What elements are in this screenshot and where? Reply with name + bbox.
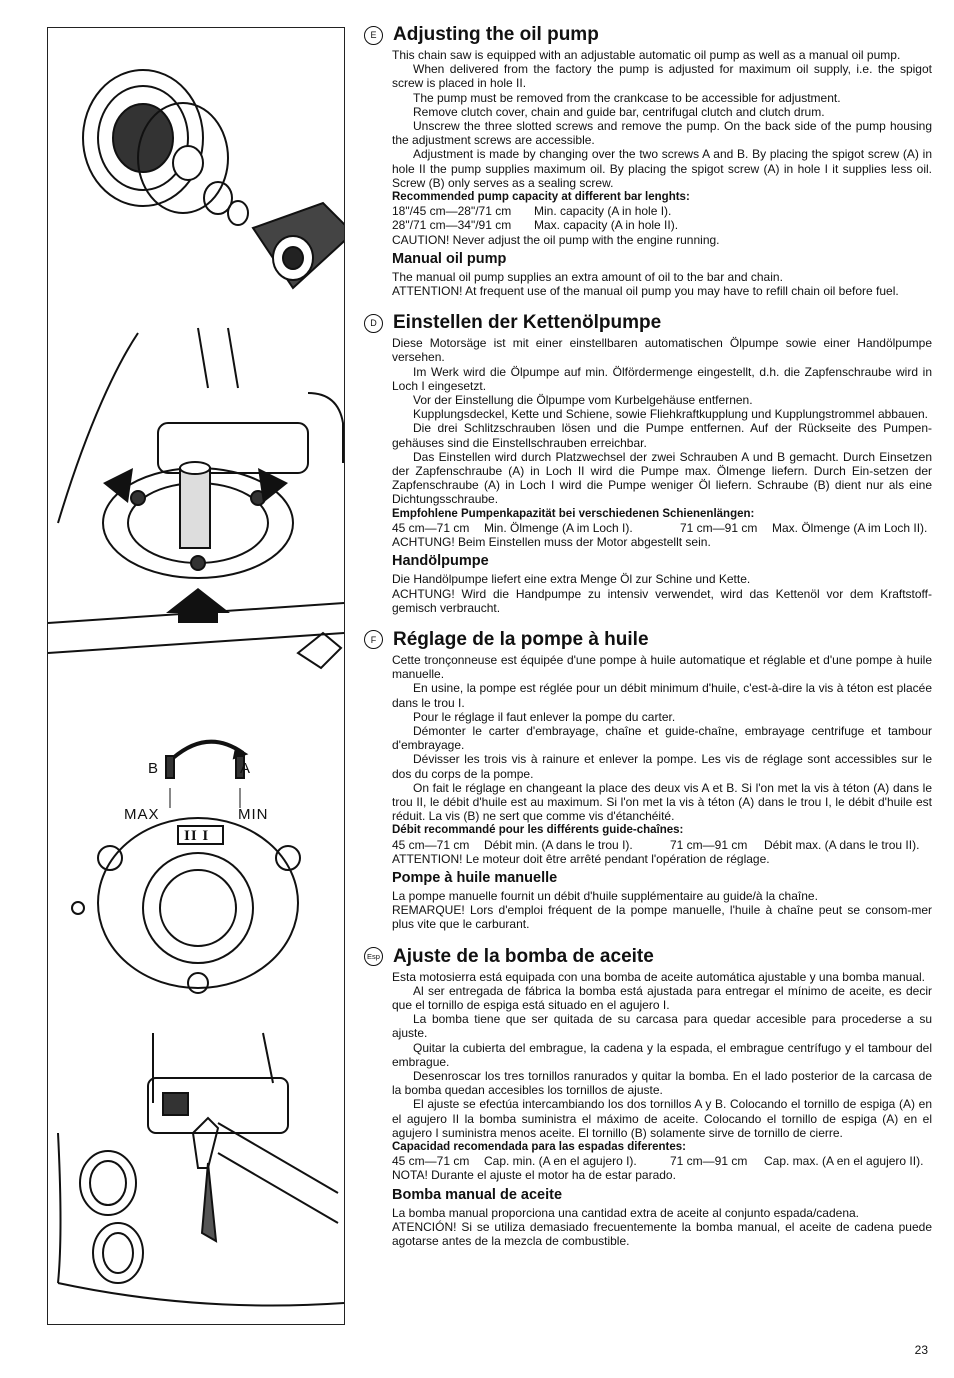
capacity-value: Min. capacity (A in hole I). <box>534 204 672 219</box>
language-badge-d: D <box>364 314 383 333</box>
paragraph: Cette tronçonneuse est équipée d'une pompe à huile automatique et réglable et d'une pompe à huile manuelle. <box>392 652 932 682</box>
caution-text: NOTA! Durante el ajuste el motor ha de estar parado. <box>392 1168 676 1183</box>
capacity-value: Max. capacity (A in hole II). <box>534 218 679 233</box>
recommendation-row <box>392 1154 932 1168</box>
capacity-value: Cap. max. (A en el agujero II). <box>764 1154 924 1169</box>
section-spanish <box>364 946 932 1249</box>
text-column <box>364 24 932 1248</box>
paragraph: Démonter le carter d'embrayage, chaîne et guide-chaîne, embrayage centrifuge et tambour d'embrayage. <box>392 723 932 753</box>
caution-text: CAUTION! Never adjust the oil pump with the engine running. <box>392 232 720 247</box>
paragraph: La bomba tiene que ser quitada de su carcasa para quedar accesible para procederse a su ajuste. <box>392 1012 932 1041</box>
paragraph: Desenroscar los tres tornillos ranurados y quitar la bomba. En el lado posterior de la carcasa de la bomba quedan accesibles los tornillos de ajuste. <box>392 1068 932 1098</box>
section-german <box>364 312 932 615</box>
paragraph: Kupplungsdeckel, Kette und Schiene, sowie Fliehkraftkupplung und Kupplungstrommel abbauen. <box>413 407 929 422</box>
language-badge-esp: Esp <box>364 947 383 966</box>
paragraph: Vor der Einstellung die Ölpumpe vom Kurbelgehäuse entfernen. <box>413 393 753 408</box>
bar-length-range: 71 cm—91 cm <box>670 1154 748 1169</box>
min-label: MIN <box>238 806 269 823</box>
bar-length-range: 45 cm—71 cm <box>392 1154 470 1169</box>
paragraph: This chain saw is equipped with an adjustable automatic oil pump as well as a manual oil pump. <box>392 48 901 62</box>
section-title: Réglage de la pompe à huile <box>393 628 649 650</box>
recommendation-row <box>392 204 932 218</box>
page-number: 23 <box>914 1343 928 1357</box>
section-title: Einstellen der Kettenölpumpe <box>393 312 662 334</box>
paragraph: Die drei Schlitzschrauben lösen und die Pumpe entfernen. Auf der Rückseite des Pumpen-gehäuses sind die Einstellschrauben erreichbar. <box>392 421 932 450</box>
bar-length-range: 45 cm—71 cm <box>392 520 470 535</box>
bar-length-range: 28"/71 cm—34"/91 cm <box>392 218 512 233</box>
language-badge-e: E <box>364 26 383 45</box>
paragraph: REMARQUE! Lors d'emploi fréquent de la pompe manuelle, l'huile à chaîne peut se consom-mer plus vite que le carburant. <box>392 903 932 932</box>
clutch-exploded-illustration <box>48 48 344 308</box>
pump-adjustment-illustration <box>48 718 344 1008</box>
paragraph: Das Einstellen wird durch Platzwechsel der zwei Schrauben A und B gemacht. Durch Einsetzen der Zapfenschraube (A) in Loch II wird die Pumpe max. Ölmenge liefern. Durch Ein-setzen der Zapfenschraube (A) in Loch I wird die Pumpe weniger Öl liefern. Schraube (B) dient nur als eine Dichtungsschraube. <box>392 449 932 507</box>
recommendation-row <box>392 838 932 852</box>
caution-text: ATTENTION! Le moteur doit être arrêté pendant l'opération de réglage. <box>392 851 770 866</box>
paragraph: La bomba manual proporciona una cantidad extra de aceite al conjunto espada/cadena. <box>392 1205 859 1220</box>
paragraph: Diese Motorsäge ist mit einer einstellbaren automatischen Ölpumpe sowie einer Handölpumpe versehen. <box>392 336 932 365</box>
paragraph: Die Handölpumpe liefert eine extra Menge Öl zur Schine und Kette. <box>392 572 751 587</box>
paragraph: Im Werk wird die Ölpumpe auf min. Ölfördermenge eingestellt, d.h. die Zapfenschraube wird in Loch I eingesetzt. <box>392 364 932 393</box>
recommendation-heading: Débit recommandé pour les différents guide-chaînes: <box>392 824 684 837</box>
paragraph: El ajuste se efectúa intercambiando los dos tornillos A y B. Colocando el tornillo de espiga (A) en el agujero II la bomba suministra el máximo de aceite. Colocando el tornillo de espiga (A) en el agujero I suministra menos aceite. El tornillo (B) solamente sirve de tornillo de cierre. <box>392 1097 932 1140</box>
caution-text: ACHTUNG! Beim Einstellen muss der Motor abgestellt sein. <box>392 535 711 550</box>
paragraph: Remove clutch cover, chain and guide bar, centrifugal clutch and clutch drum. <box>413 104 825 119</box>
recommendation-heading: Empfohlene Pumpenkapazität bei verschiedenen Schienenlängen: <box>392 507 755 520</box>
capacity-value: Débit max. (A dans le trou II). <box>764 837 920 852</box>
paragraph: ATENCIÓN! Si se utiliza demasiado frecuentemente la bomba manual, el aceite de cadena puede agotarse antes de la mezcla de combustible. <box>392 1219 932 1249</box>
section-title: Adjusting the oil pump <box>393 24 599 45</box>
subsection-title: Manual oil pump <box>392 250 507 267</box>
paragraph: La pompe manuelle fournit un débit d'huile supplémentaire au guide/à la chaîne. <box>392 888 818 903</box>
recommendation-row <box>392 521 932 535</box>
manual-pump-illustration <box>48 1013 344 1318</box>
bar-length-range: 45 cm—71 cm <box>392 837 470 852</box>
paragraph: ATTENTION! At frequent use of the manual oil pump you may have to refill chain oil before fuel. <box>392 284 899 299</box>
subsection-title: Pompe à huile manuelle <box>392 869 558 886</box>
paragraph: When delivered from the factory the pump is adjusted for maximum oil supply, i.e. the spigot screw is placed in hole II. <box>392 62 932 91</box>
hole-labels: II I <box>184 828 210 844</box>
recommendation-heading: Capacidad recomendada para las espadas diferentes: <box>392 1141 687 1153</box>
subsection-title: Handölpumpe <box>392 553 489 570</box>
bar-length-range: 18"/45 cm—28"/71 cm <box>392 204 512 219</box>
bar-length-range: 71 cm—91 cm <box>680 520 758 535</box>
max-label: MAX <box>124 806 160 823</box>
paragraph: En usine, la pompe est réglée pour un débit minimum d'huile, c'est-à-dire la vis à téton est placée dans le trou I. <box>392 681 932 710</box>
paragraph: The pump must be removed from the crankcase to be accessible for adjustment. <box>413 90 841 105</box>
recommendation-row <box>392 218 932 232</box>
paragraph: Quitar la cubierta del embrague, la cadena y la espada, el embrague centrífugo y el tambour del embrague. <box>392 1040 932 1069</box>
section-title: Ajuste de la bomba de aceite <box>393 945 654 967</box>
language-badge-f: F <box>364 630 383 649</box>
subsection-title: Bomba manual de aceite <box>392 1186 563 1203</box>
pump-crankcase-illustration <box>48 323 344 683</box>
paragraph: The manual oil pump supplies an extra amount of oil to the bar and chain. <box>392 269 783 284</box>
figure-panel <box>47 27 345 1325</box>
paragraph: Dévisser les trois vis à rainure et enlever la pompe. Les vis de réglage sont accessibles sur le dos du corps de la pompe. <box>392 752 932 781</box>
capacity-value: Min. Ölmenge (A im Loch I). <box>484 520 633 535</box>
capacity-value: Max. Ölmenge (A im Loch II). <box>772 520 928 535</box>
paragraph: Pour le réglage il faut enlever la pompe du carter. <box>413 709 676 724</box>
paragraph: ACHTUNG! Wird die Handpumpe zu intensiv verwendet, wird das Kettenöl vor dem Kraftstoff-gemisch verbraucht. <box>392 586 932 615</box>
paragraph: Esta motosierra está equipada con una bomba de aceite automática ajustable y una bomba manual. <box>392 969 926 984</box>
paragraph: Adjustment is made by changing over the two screws A and B. By placing the spigot screw (A) in hole II the pump supplies maximum oil. By placing the spigot screw (A) in hole I it supplies less oil. Screw (B) only serves as a sealing screw. <box>392 147 932 190</box>
section-french <box>364 629 932 932</box>
recommendation-heading: Recommended pump capacity at different bar lenghts: <box>392 191 690 204</box>
capacity-value: Cap. min. (A en el agujero I). <box>484 1154 637 1169</box>
capacity-value: Débit min. (A dans le trou I). <box>484 837 633 852</box>
bar-length-range: 71 cm—91 cm <box>670 837 748 852</box>
paragraph: On fait le réglage en changeant la place des deux vis A et B. Si l'on met la vis à téton (A) dans le trou II, le débit d'huile est au maximum. Si l'on met la vis à téton (A) dans le trou I, le débit d'huile est réduit. La vis (B) ne sert que comme vis d'étanchéité. <box>392 780 932 824</box>
paragraph: Unscrew the three slotted screws and remove the pump. On the back side of the pump housing the adjustment screws are accessible. <box>392 119 932 148</box>
section-english <box>364 24 932 298</box>
screw-a-label: A <box>240 760 252 777</box>
screw-b-label: B <box>148 760 160 777</box>
paragraph: Al ser entregada de fábrica la bomba está ajustada para entregar el mínimo de aceite, es decir que el tornillo de espiga está situado en el agujero I. <box>392 983 932 1012</box>
